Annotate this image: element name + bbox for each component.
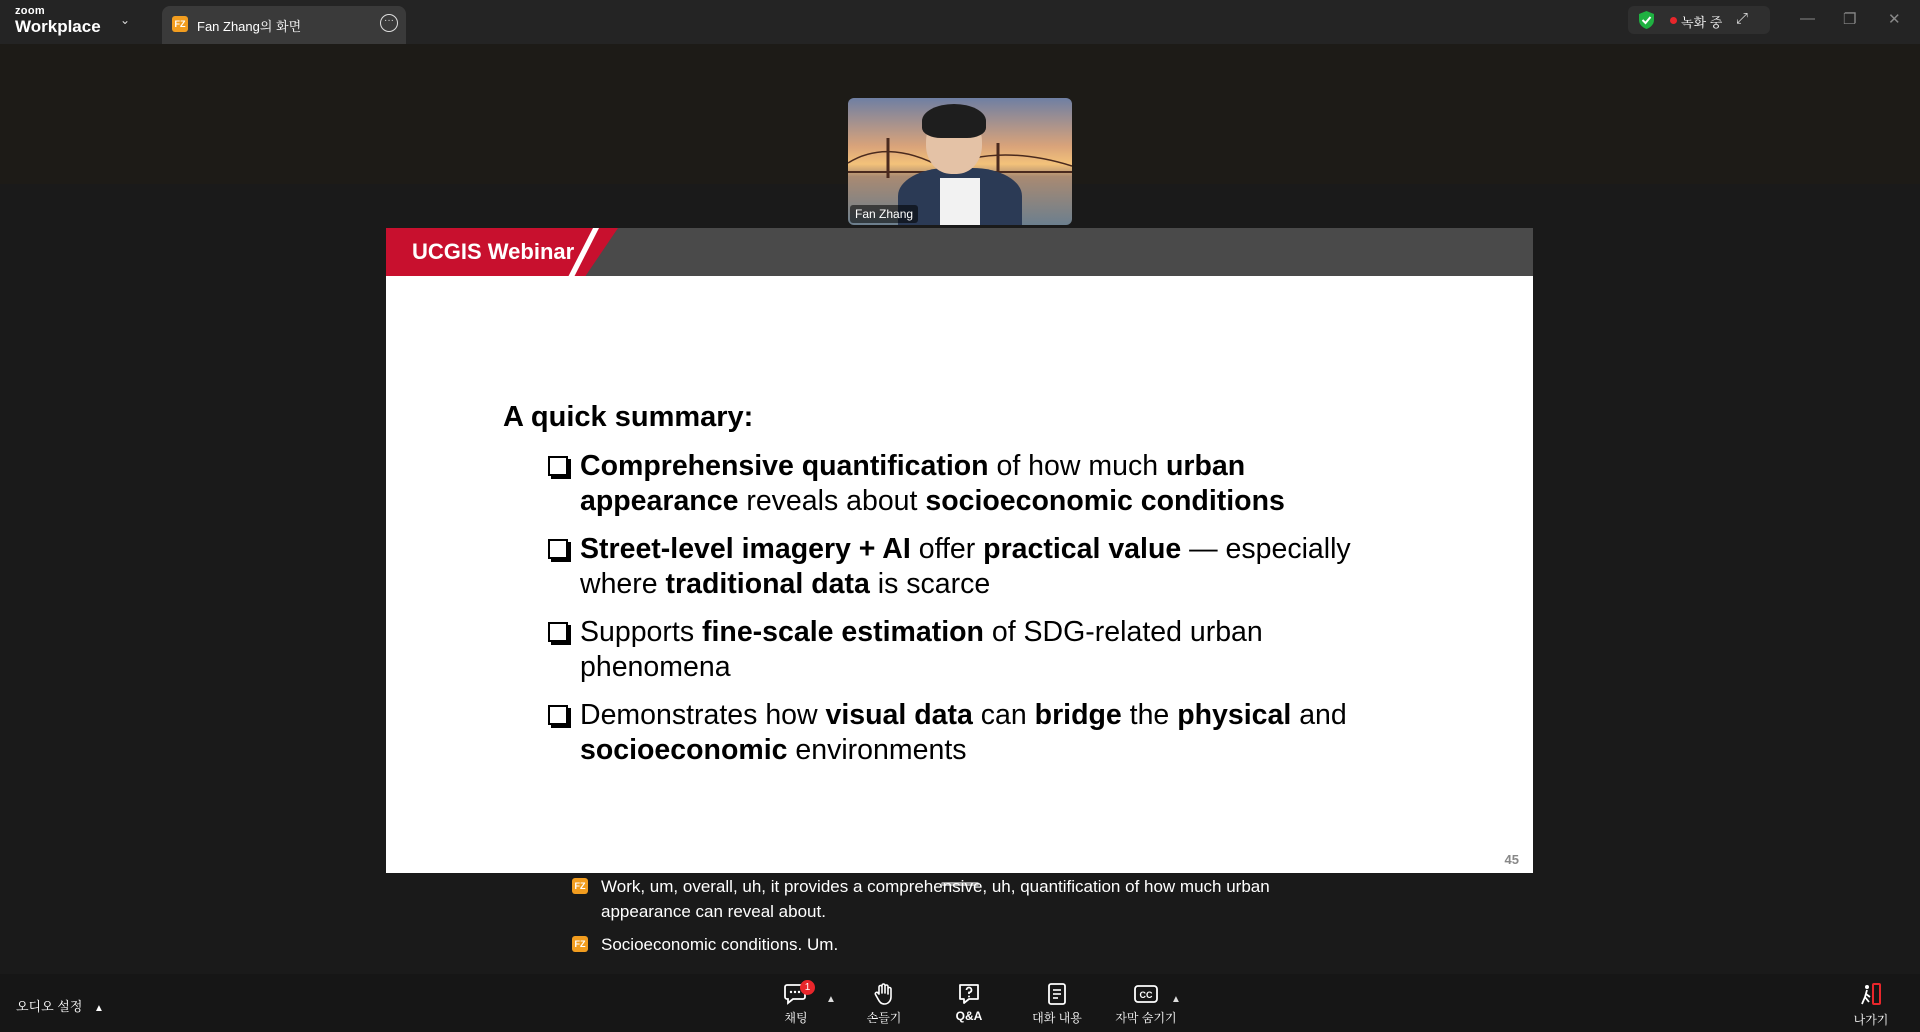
checkbox-bullet-icon <box>548 622 568 642</box>
caption-avatar: FZ <box>572 878 588 894</box>
bullet-text-segment: environments <box>787 734 967 766</box>
leave-icon <box>1858 982 1884 1008</box>
transcript-label: 대화 내용 <box>1032 1011 1082 1025</box>
raise-hand-label: 손들기 <box>866 1011 902 1025</box>
shield-check-icon <box>1638 11 1655 29</box>
bullet-text-segment: of SDG-related urban phenomena <box>580 616 1263 683</box>
chevron-up-icon[interactable]: ▲ <box>94 1003 104 1014</box>
brand-small: zoom <box>15 5 45 17</box>
chat-badge: 1 <box>800 980 815 995</box>
meeting-toolbar <box>0 974 1920 1032</box>
restore-icon[interactable]: ❐ <box>1843 11 1857 28</box>
audio-settings-label: 오디오 설정 <box>16 999 83 1014</box>
brand-big: Workplace <box>15 17 101 36</box>
chevron-up-icon[interactable]: ▲ <box>826 994 836 1005</box>
audio-settings-button[interactable] <box>16 996 104 1015</box>
caption-text: Socioeconomic conditions. Um. <box>601 935 839 954</box>
bullet-text-segment: traditional data <box>665 568 870 600</box>
slide-bullet <box>548 698 1408 768</box>
shared-slide <box>386 228 1533 873</box>
chat-label: 채팅 <box>784 1011 808 1025</box>
bullet-text-segment: socioeconomic conditions <box>925 485 1285 517</box>
slide-bullet <box>548 532 1408 602</box>
tab-avatar: FZ <box>172 16 188 32</box>
slide-bullet <box>548 449 1408 519</box>
cc-icon <box>1133 982 1159 1006</box>
bullet-text-segment: practical value <box>983 533 1182 565</box>
bullet-text-segment: of how much <box>988 450 1166 482</box>
close-icon[interactable]: ✕ <box>1888 11 1901 28</box>
chevron-down-icon[interactable]: ⌄ <box>120 13 131 27</box>
recording-dot-icon <box>1670 17 1677 24</box>
bullet-text-segment: physical <box>1177 699 1292 731</box>
bullet-text-segment: bridge <box>1034 699 1122 731</box>
bullet-text-segment: and <box>1291 699 1347 731</box>
slide-title: A quick summary: <box>503 401 754 433</box>
recording-label: 녹화 중 <box>1681 15 1723 30</box>
bullet-text-segment: visual data <box>825 699 973 731</box>
bullet-text-segment: is scarce <box>869 568 991 600</box>
caption-avatar: FZ <box>572 936 588 952</box>
slide-page-number: 45 <box>1504 852 1519 867</box>
participant-video[interactable] <box>848 98 1072 225</box>
leave-button[interactable] <box>1831 982 1911 1028</box>
bullet-text-segment: urban appearance <box>580 450 1246 517</box>
bullet-text-segment: the <box>1121 699 1178 731</box>
qa-icon <box>957 982 981 1006</box>
title-bar <box>0 0 1920 44</box>
minimize-icon[interactable]: — <box>1800 10 1815 27</box>
bullet-text-segment: Comprehensive quantification <box>580 450 989 482</box>
checkbox-bullet-icon <box>548 705 568 725</box>
meeting-stage <box>0 44 1920 974</box>
chat-button[interactable] <box>756 982 836 1026</box>
bullet-text-segment: socioeconomic <box>580 734 788 766</box>
participant-name: Fan Zhang <box>850 205 918 223</box>
leave-label: 나가기 <box>1853 1013 1889 1027</box>
bullet-text-segment: fine-scale estimation <box>702 616 984 648</box>
bullet-text-segment: Street-level imagery + AI <box>580 533 911 565</box>
hand-icon <box>872 982 896 1006</box>
qa-label: Q&A <box>955 1009 983 1023</box>
expand-icon[interactable]: ⤢ <box>1736 10 1749 27</box>
zoom-workplace-logo[interactable] <box>15 6 101 35</box>
bullet-text-segment: can <box>972 699 1035 731</box>
person-hair <box>922 104 986 138</box>
person-shirt <box>940 178 980 225</box>
checkbox-bullet-icon <box>548 456 568 476</box>
svg-text:CC: CC <box>1139 990 1153 1000</box>
qa-button[interactable] <box>929 982 1009 1023</box>
slide-header-text: UCGIS Webinar <box>412 239 575 264</box>
bullet-text-segment: Demonstrates how <box>580 699 826 731</box>
bullet-text-segment: — especially where <box>580 533 1351 600</box>
transcript-icon <box>1045 982 1069 1006</box>
raise-hand-button[interactable] <box>844 982 924 1026</box>
more-options-icon[interactable]: ··· <box>380 14 398 32</box>
bullet-text-segment: reveals about <box>738 485 926 517</box>
slide-header-bar <box>386 228 1533 276</box>
bullet-text-segment: Supports <box>580 616 702 648</box>
chevron-up-icon[interactable]: ▲ <box>1171 994 1181 1005</box>
caption-text: Work, um, overall, uh, it provides a comprehensive, uh, quantification of how much urban appearance can reveal about. <box>601 877 1270 921</box>
transcript-button[interactable] <box>1017 982 1097 1026</box>
slide-bullet <box>548 615 1408 685</box>
captions-label: 자막 숨기기 <box>1115 1011 1177 1025</box>
tab-title: Fan Zhang의 화면 <box>197 19 302 34</box>
bullet-text-segment: offer <box>910 533 984 565</box>
recording-status[interactable] <box>1628 6 1770 34</box>
checkbox-bullet-icon <box>548 539 568 559</box>
slide-bullets <box>548 449 1408 781</box>
tab-screen-share[interactable] <box>162 6 406 44</box>
